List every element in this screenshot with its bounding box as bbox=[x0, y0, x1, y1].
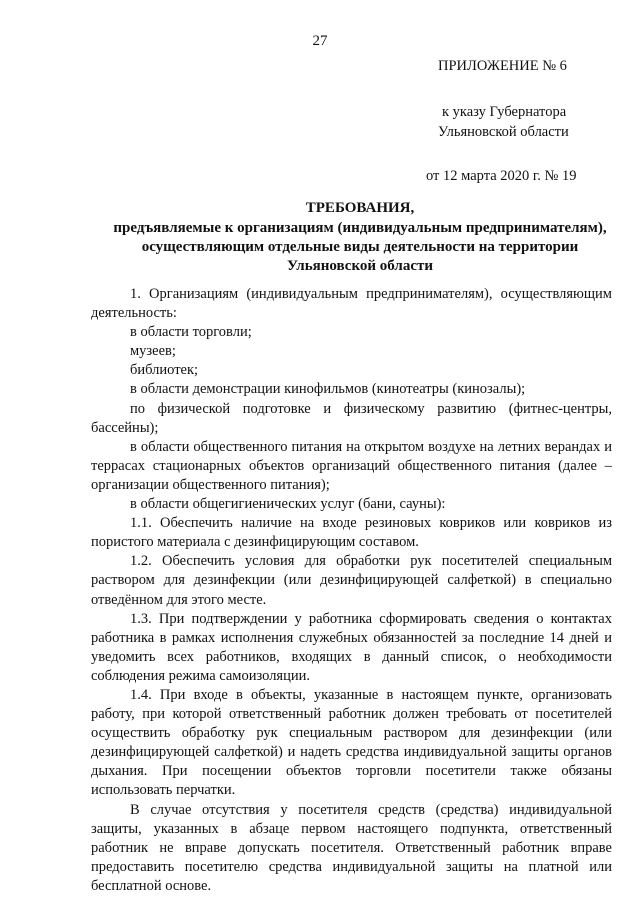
paragraph-1-2: 1.2. Обеспечить условия для обработки рук посетителей специальным раствором для дезинфекции (или дезинфицирующей салфеткой) в специально отведённом для этого месте. bbox=[91, 553, 612, 608]
annex-subtitle-line2: Ульяновской области bbox=[438, 124, 569, 140]
paragraph-1-1: 1.1. Обеспечить наличие на входе резиновых ковриков или ковриков из пористого материала с дезинфицирующим составом. bbox=[91, 515, 612, 551]
heading-line2: осуществляющим отдельные виды деятельности на территории bbox=[141, 239, 579, 255]
paragraph-1: 1. Организациям (индивидуальным предпринимателям), осуществляющим деятельность: bbox=[91, 286, 612, 322]
paragraph-1-4-b: В случае отсутствия у посетителя средств (средства) индивидуальной защиты, указанных в абзаце первом настоящего подпункта, ответственный работник не вправе допускать посетителя. Ответственный работник вправе предоставить посетителю средства индивидуальной защиты на платной или бесплатной основе. bbox=[91, 801, 612, 894]
list-item: в области торговли; bbox=[130, 324, 252, 341]
annex-date: от 12 марта 2020 г. № 19 bbox=[426, 168, 577, 184]
heading-line3: Ульяновской области bbox=[286, 258, 434, 274]
annex-subtitle-line1: к указу Губернатора bbox=[442, 104, 567, 120]
list-item: в области общественного питания на открытом воздухе на летних верандах и террасах стационарных объектов организаций общественного питания (далее – организации общественного питания); bbox=[91, 438, 612, 493]
list-item: по физической подготовке и физическому развитию (фитнес-центры, бассейны); bbox=[91, 400, 612, 436]
annex-header bbox=[404, 56, 576, 186]
heading-line1: предъявляемые к организациям (индивидуальным предпринимателям), bbox=[113, 220, 607, 236]
paragraph-1-3: 1.3. При подтверждении у работника сформировать сведения о контактах работника в рамках исполнения служебных обязанностей за последние 14 дней и уведомить всех работников, входящих в данный список, о необходимости соблюдения режима самоизоляции. bbox=[91, 610, 612, 684]
page-number: 27 bbox=[312, 33, 328, 49]
paragraph-1-4: 1.4. При входе в объекты, указанные в настоящем пункте, организовать работу, при которой ответственный работник должен требовать от посетителей осуществить обработку рук специальным раствором для дезинфекции (или дезинфицирующей салфеткой) и надеть средства индивидуальной защиты органов дыхания. При посещении объектов торговли посетители также обязаны использовать перчатки. bbox=[91, 686, 612, 799]
list-item: в области общегигиенических услуг (бани, сауны): bbox=[130, 496, 446, 513]
list-item: библиотек; bbox=[130, 362, 199, 379]
list-item: в области демонстрации кинофильмов (кинотеатры (кинозалы); bbox=[130, 381, 526, 398]
list-item: музеев; bbox=[130, 343, 176, 360]
heading-main: ТРЕБОВАНИЯ, bbox=[305, 200, 415, 216]
document-body bbox=[91, 285, 612, 896]
document-heading bbox=[80, 199, 640, 276]
annex-title: ПРИЛОЖЕНИЕ № 6 bbox=[438, 58, 567, 74]
